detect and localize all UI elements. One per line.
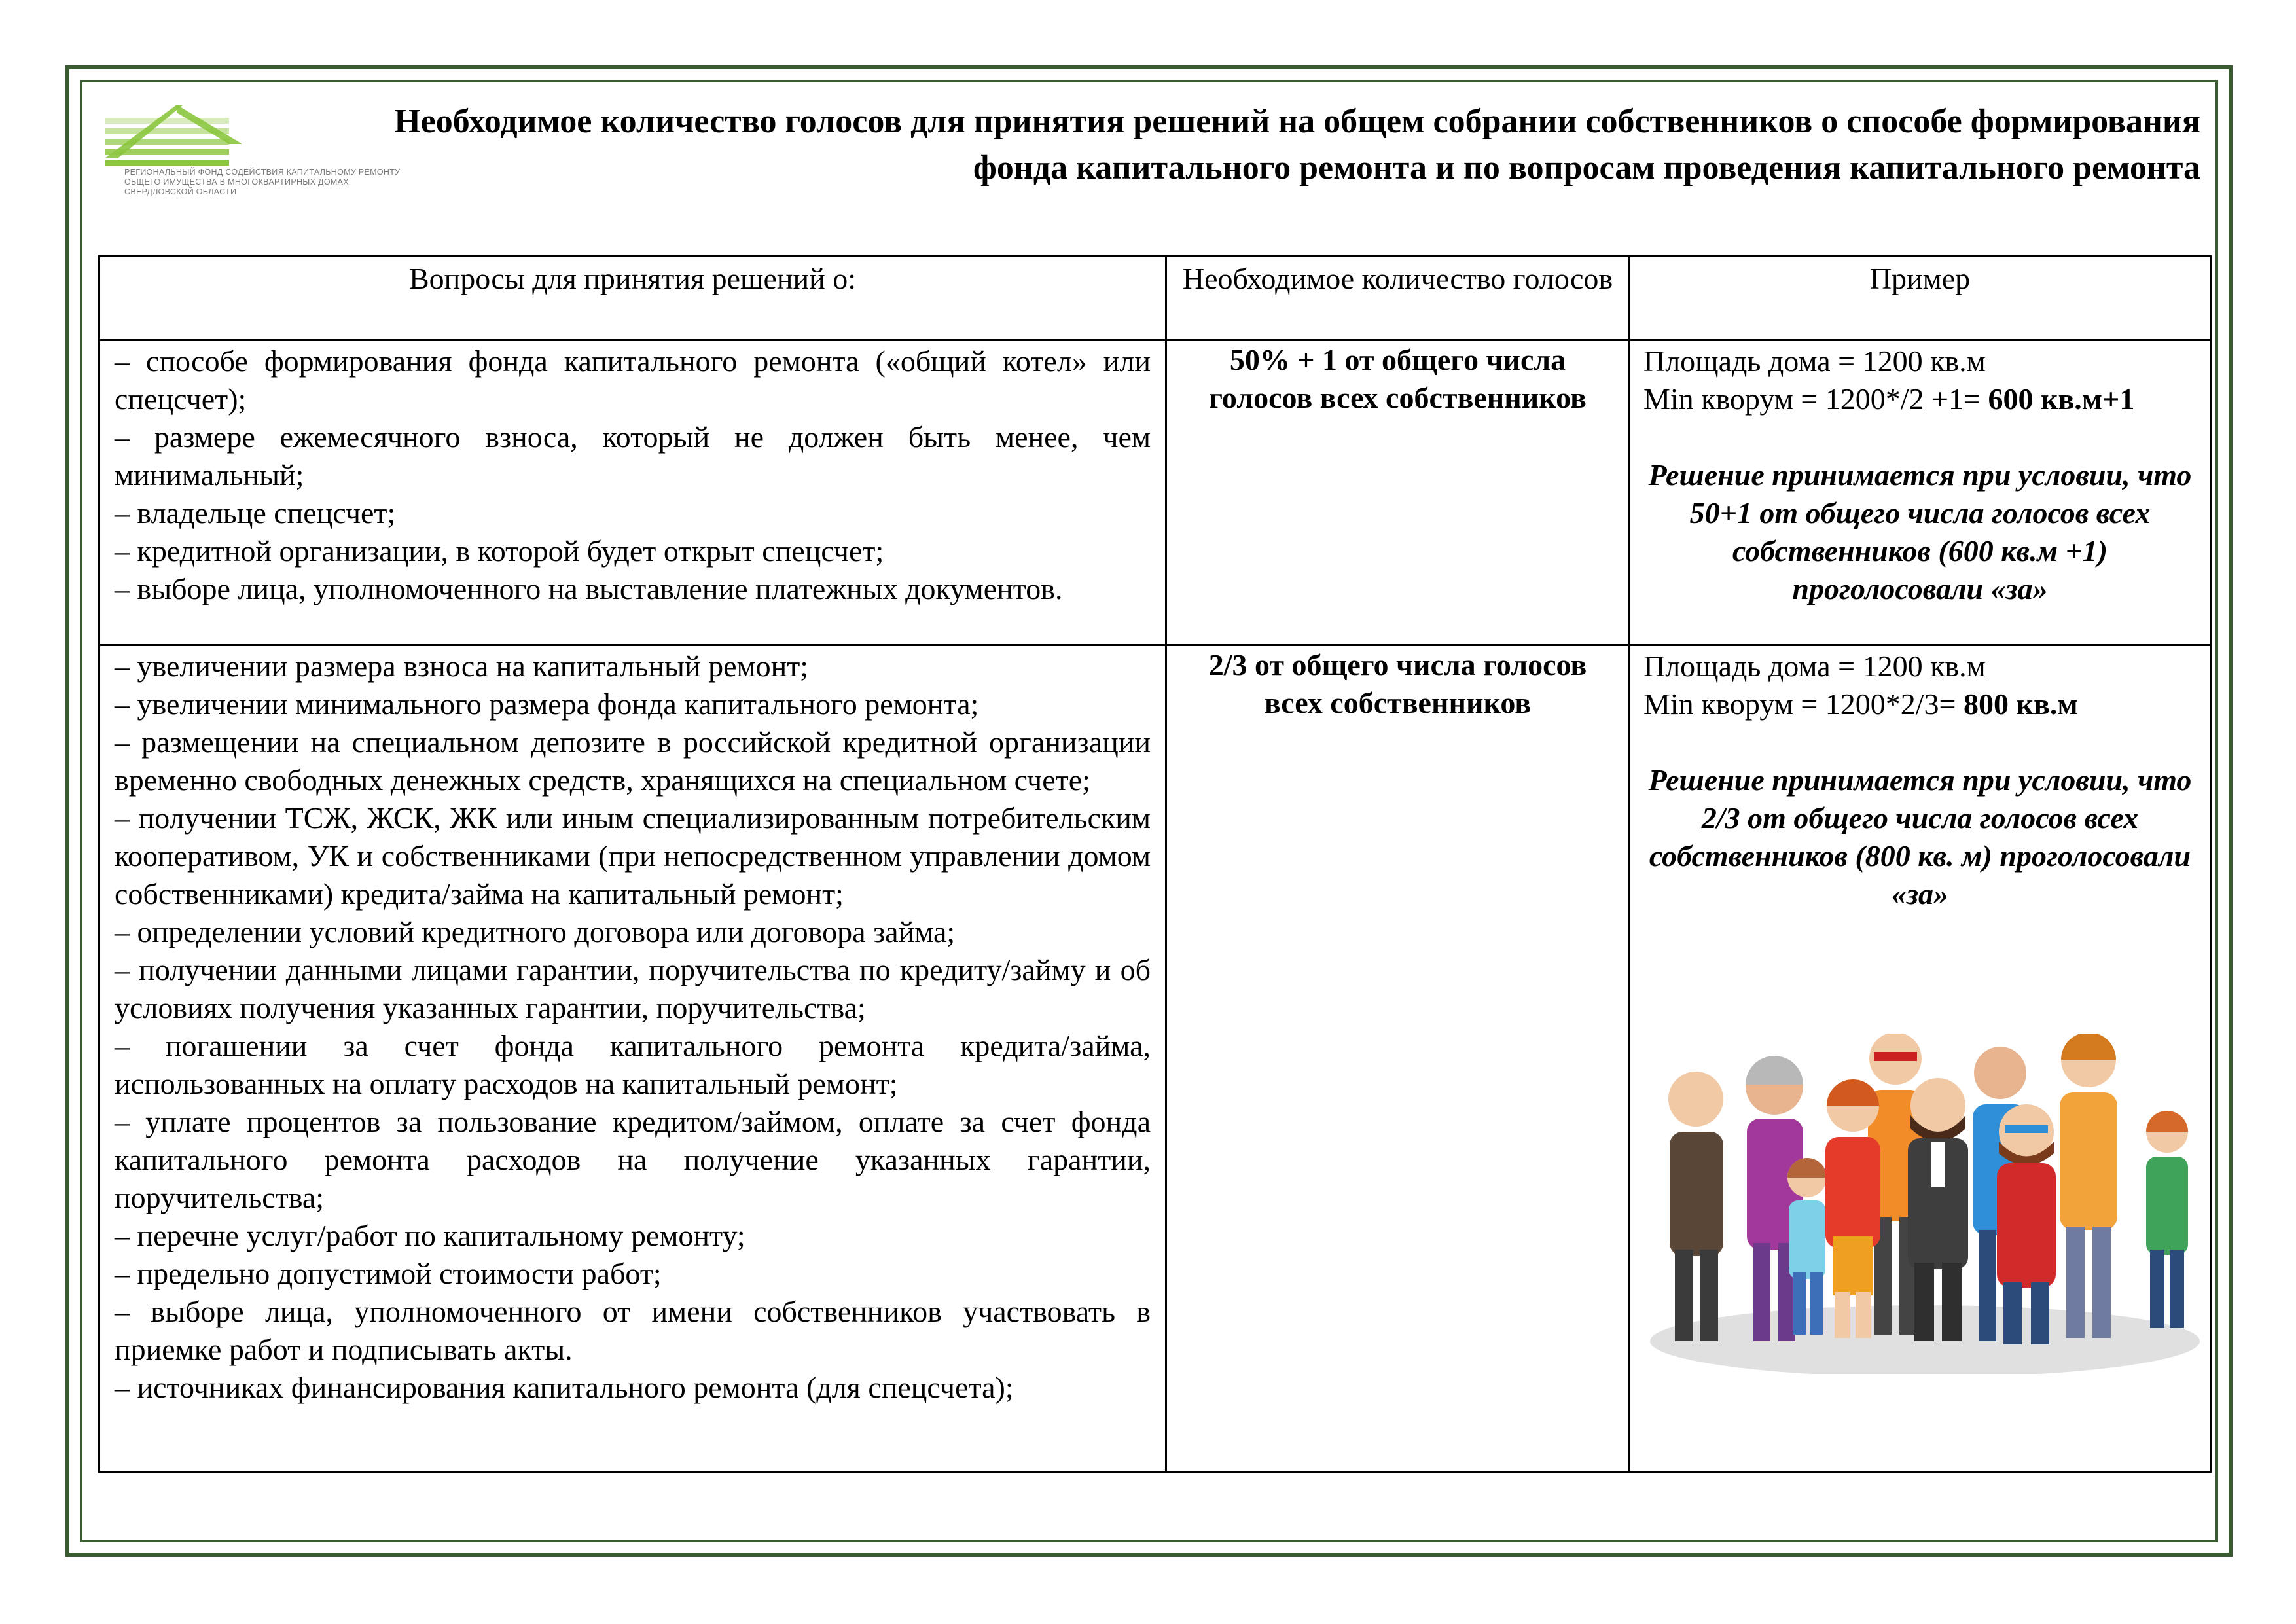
question-item: – выборе лица, уполномоченного от имени собственников участвовать в приемке работ и подписывать акты. [115,1295,1151,1366]
question-item: – источниках финансирования капитального ремонта (для спецсчета); [115,1371,1014,1404]
example-area: Площадь дома = 1200 кв.м [1643,649,1986,683]
person-figure [1787,1158,1827,1335]
fund-logo-caption: РЕГИОНАЛЬНЫЙ ФОНД СОДЕЙСТВИЯ КАПИТАЛЬНОМУ РЕМОНТУ ОБЩЕГО ИМУЩЕСТВА В МНОГОКВАРТИРНЫХ ДОМАХ СВЕРДЛОВСКОЙ ОБЛАСТИ [124,168,401,196]
example-cell [1630,340,2211,645]
header-example: Пример [1630,257,2211,340]
question-item: – увеличении минимального размера фонда капитального ремонта; [115,687,979,721]
question-item: – способе формирования фонда капитального ремонта («общий котел» или спецсчет); [115,344,1151,416]
question-item: – выборе лица, уполномоченного на выставление платежных документов. [115,572,1063,605]
example-note: Решение принимается при условии, что 50+1 от общего числа голосов всех собственников (600 кв.м +1) проголосовали «за» [1648,458,2192,605]
fund-logo [98,98,406,216]
question-item: – размещении на специальном депозите в российской кредитной организации временно свободных денежных средств, хранящихся на специальном счете; [115,725,1151,797]
question-item: – предельно допустимой стоимости работ; [115,1257,662,1290]
example-quorum-formula: Min кворум = 1200*2/3= [1643,687,1964,721]
example-quorum-value: 600 кв.м+1 [1988,382,2135,416]
votes-required-cell: 50% + 1 от общего числа голосов всех собственников [1166,340,1630,645]
person-figure [2146,1111,2188,1328]
header-votes: Необходимое количество голосов [1166,257,1630,340]
questions-cell [99,340,1166,645]
person-figure [2060,1034,2117,1338]
example-quorum [1643,380,2197,418]
question-item: – получении ТСЖ, ЖСК, ЖК или иным специализированным потребительским кооперативом, УК и собственниками (при непосредственном управлении домом собственниками) кредита/займа на капитальный ремонт; [115,801,1151,911]
question-item: – увеличении размера взноса на капитальный ремонт; [115,649,809,683]
person-figure [1668,1072,1723,1341]
owners-group-illustration [1643,1034,2206,1374]
table-row [99,340,2211,645]
table-row [99,645,2211,1472]
example-quorum [1643,685,2197,723]
question-item: – кредитной организации, в которой будет открыт спецсчет; [115,534,884,568]
header-questions: Вопросы для принятия решений о: [99,257,1166,340]
example-quorum-formula: Min кворум = 1200*/2 +1= [1643,382,1988,416]
votes-required-cell: 2/3 от общего числа голосов всех собственников [1166,645,1630,1472]
person-figure [1908,1078,1968,1341]
person-figure [1825,1079,1880,1338]
example-note: Решение принимается при условии, что 2/3 от общего числа голосов всех собственников (800 кв. м) проголосовали «за» [1648,763,2192,911]
question-item: – определении условий кредитного договора или договора займа; [115,915,956,948]
votes-table [98,255,2212,1473]
question-item: – получении данными лицами гарантии, поручительства по кредиту/займу и об условиях получения указанных гарантии, поручительства; [115,953,1151,1024]
page-title: Необходимое количество голосов для принятия решений на общем собрании собственников о способе формирования фонда капитального ремонта и по вопросам проведения капитального ремонта [394,103,2200,187]
example-quorum-value: 800 кв.м [1964,687,2078,721]
table-header-row [99,257,2211,340]
example-area: Площадь дома = 1200 кв.м [1643,344,1986,378]
question-item: – размере ежемесячного взноса, который не должен быть менее, чем минимальный; [115,420,1151,492]
question-item: – погашении за счет фонда капитального ремонта кредита/займа, использованных на оплату расходов на капитальный ремонт; [115,1029,1151,1100]
question-item: – владельце спецсчет; [115,496,396,530]
question-item: – перечне услуг/работ по капитальному ремонту; [115,1219,745,1252]
questions-cell [99,645,1166,1472]
question-item: – уплате процентов за пользование кредитом/займом, оплате за счет фонда капитального ремонта расходов на получение указанных гарантии, поручительства; [115,1105,1151,1214]
example-cell [1630,645,2211,1472]
